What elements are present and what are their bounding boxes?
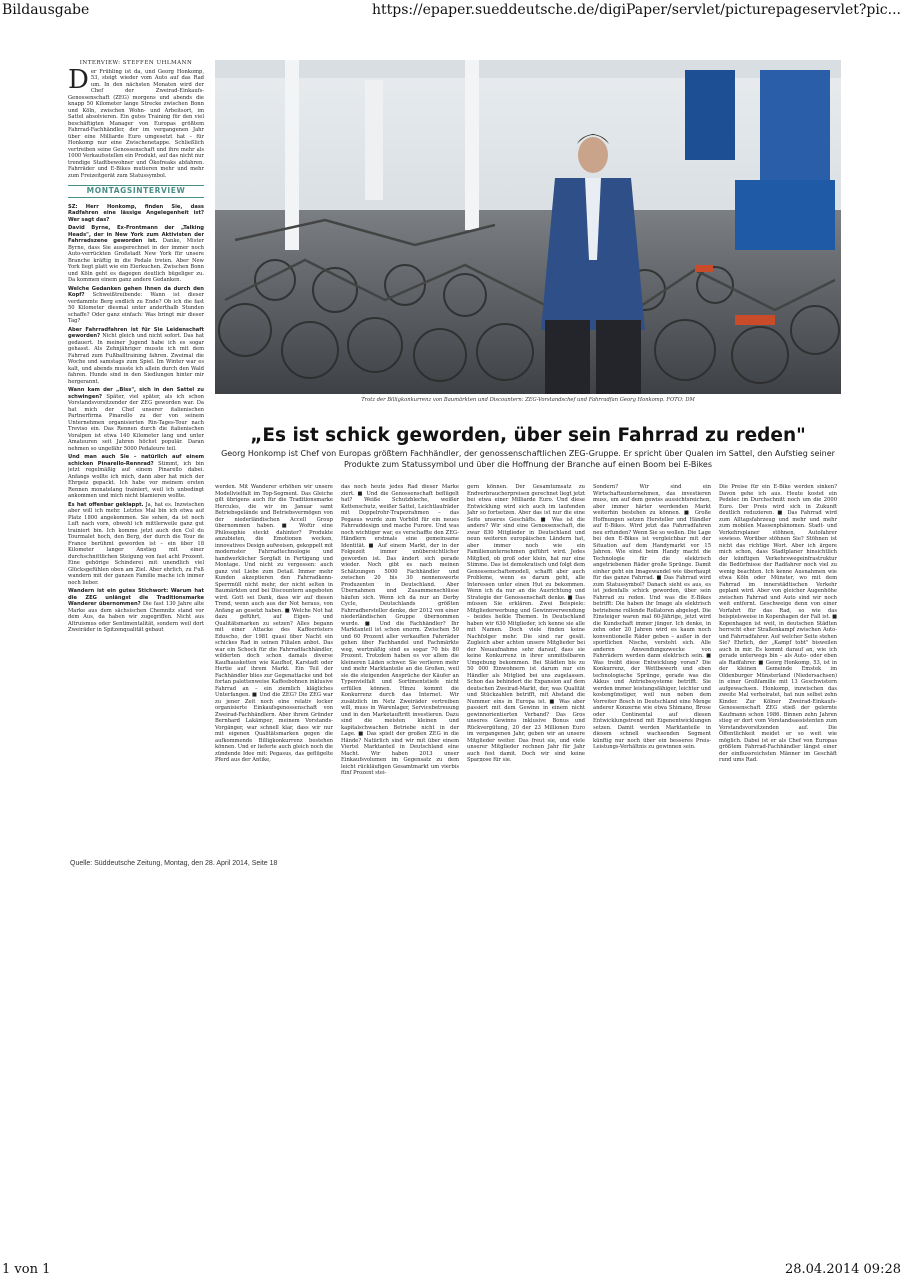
subline: Georg Honkomp ist Chef von Europas größtem Fachhändler, der genossenschaftlichen ZEG-Gruppe. Er spricht über Qualen im Sattel, den Aufstieg seiner Produkte zum Statussymbol und über die Hoffnung der Branche auf einen Boom bei E-Bikes [221,449,835,469]
section-tag: MONTAGSINTERVIEW [68,185,204,198]
answer: Die fast 130 Jahre alte Marke aus dem sächsischen Chemnitz stand vor dem Aus, da haben wir zugegriffen. Nicht aus Altruismus oder Sentimentalität, sondern weil dort Zweiräder in Spitzenqualität gebaut [68,601,204,633]
answer: Schweißtreibende: Wann ist dieser verdammte Berg endlich zu Ende? Ob ich die fast 50 Kilometer diesmal unter anderthalb Stunden schaffe? Oder ganz einfach: Was bringt mir dieser Tag? [68,292,204,324]
dropcap: D [68,64,89,95]
photo-caption-block [215,397,841,403]
photo-caption: Trotz der Billigkonkurrenz von Baumärkten und Discountern: ZEG-Vorstandschef und Fahrradfan Georg Honkomp. [361,397,665,403]
text-column-3: das noch heute jedes Rad dieser Marke ziert. ■ Und die Genossenschaft beflügelt hat? Weiße Schutzbleche, weißer Kettenschutz, weißer Sattel, Leichtlaufräder mit Doppelrohr-Trapezrahmen – das Pegasus wurde zum Vorbild für ein neues Fahrraddesign und mache Furore. Und was noch wichtiger war, es verschaffte den ZEG-Händlern erstmals eine gemeinsame Identität. ■ Auf einem Markt, der in der Folgezeit immer unübersichtlicher geworden ist. Das ändert sich gerade wieder. Noch gibt es nach meinen Schätzungen 5000 Fachhändler und zwischen 20 bis 30 nennenswerte Produzenten in Deutschland. Aber Übernahmen und Zusammenschlüsse häufen sich. Wenn ich da nur an Derby Cycle, Deutschlands größten Fahrradhersteller denke, der 2012 von einer niederländischen Gruppe übernommen wurde. ■ Und die Fachhändler? Ihr Marktanteil ist schon enorm. Zwischen 50 und 60 Prozent aller verkauften Fahrräder gehen über Fachhandel und Fachmärkte weg, wertmäßig sind es sogar 70 bis 80 Prozent. Trotzdem haben es vor allem die kleineren Läden schwer. Sie verlieren mehr und mehr Marktanteile an die Großen, weil sie die steigenden Ansprüche der Käufer an Typenvielfalt und Sortimentstiefe nicht erfüllen können. Hinzu kommt die Konkurrenz durch das Internet. Wir zusätzlich im Netz Zweiräder vertreiben will, muss in Warenlager, Servicebetreuung und in den Marketauftritt investieren. Dazu sind die meisten kleinen und kapitalschwachen Betriebe nicht in der Lage. ■ Das spielt der großen ZEG in die Hände? Natürlich sind wir mit über einem Viertel Marktanteil in Deutschland eine Macht. Wir haben 2013 unser Einkaufsvolumen im Gegensatz zu dem leicht rückläufigen Gesamtmarkt um vierbis fünf Prozent stei- [341,484,459,776]
question: Wandern ist ein gutes Stichwort: Warum hat die ZEG unlängst die Traditionsmarke Wanderer übernommen? [68,588,204,607]
question: Wann kam der „Biss", sich in den Sattel zu schwingen? [68,387,204,400]
browser-title: Bildausgabe [2,2,90,18]
question: Aber Fahrradfahren ist für Sie Leidenschaft geworden? [68,326,204,339]
qa-item [68,225,204,284]
intro-paragraph [68,64,204,180]
qa-list [68,204,204,634]
qa-item [68,286,204,325]
answer: Ja, hat es. Inzwischen aber will ich mehr. Letztes Mal bin ich etwa auf Platz 1800 angekommen. Sie sehen, da ist noch Luft nach vorn, obwohl ich mittlerweile ganz gut trainiert bin. Ich komme jetzt auch den Col du Tourmalet hoch, den Berg, der durch die Tour de France berühmt geworden ist – ein über 18 Kilometer langer Anstieg mit einer durchschnittlichen Steigung von fast acht Prozent. Eine gehörige Schinderei mit unendlich viel Glücksgefühlen oben am Ziel. Aber ehrlich, zu Fuß wandern mit der ganzen Familie mache ich immer noch lieber. [68,501,204,586]
qa-item [68,588,204,634]
article-photo [215,60,841,394]
answer: Später, viel später, als ich schon Vorstandsvorsitzender der ZEG geworden war. Da hat mich der Chef unserer italienischen Partnerfirma Pinarello zu der von seinem Unternehmen organisierten Rin-Tages-Tour nach Treviso ein. Das Rennen durch die italienischen Voralpen ist etwa 140 Kilometer lang und unter Amateuren seit Jahren höchst populär. Daran nehmen so ungefähr 5000 Pedaleure teil. [68,393,204,452]
qa-item [68,454,204,500]
page-indicator: 1 von 1 [2,1262,51,1277]
text-column-2: werden. Mit Wanderer erhöhen wir unsere Modellvielfalt im Top-Segment. Das Gleiche gilt übrigens auch für die Traditionsmarke Hercules, die wir im Januar samt Betriebsgelände und Betriebsvermögen von der niederländischen Accell Group übernommen haben. ■ Wofür eine Philosophie steckt dahinter? Produkte anzubieten, die Emotionen wecken, innovatives Design aufweisen, gekoppelt mit modernster Fahrradtechnologie und handwerklicher Sorgfalt in Fertigung und Montage. Und nicht zu vergessen: auch ganz viel Liebe zum Detail. Immer mehr Kunden akzeptieren den Fahrradkenn-Sperrmüll nicht mehr, der nicht selten in Baumärkten und bei Discountern angeboten wird. Gott sei Dank, dass wir auf diesen Trend, wenn auch aus der Not heraus, von Anfang an gesetzt haben. ■ Welche Not hat dazu geführt, auf Eigen- und Qualitätsmarken zu setzen? Alles begann mit einer Attacke des Kaffeerösters Eduscho, der 1981 quasi über Nacht ein schickes Rad in seinen Filialen anbot. Das war ein Schock für die Fahrradfachhändler, wilderten doch schon damals diverse Kaufhausketten wie Kaufhof, Karstadt oder Hertie auf ihrem Markt. Ein Teil der Fachhändler blies zur Gegenattacke und bot fortan palettenweise Kaffeebohnen inklusive Fahrrad an – ein ziemlich klägliches Unterfangen. ■ Und die ZEG? Die ZEG war zu jener Zeit noch eine relativ locker organisierte Einkaufsgenossenschaft von Zweirad-Fachhändlern. Aber ihrem Gründer Bernhard Lakämper, meinem Vorstands-Vorgänger, war schnell klar, dass wir nur mit eigenen Qualitätsmarken gegen die aufkommende Billigkonkurrenz bestehen können. Und er lieferte auch gleich noch die zündende Idee mit: Pegasus, das geflügelte Pferd aus der Antike, [215,484,333,763]
answer: Nicht gleich und nicht sofort. Das hat gedauert. In meiner Jugend habe ich es sogar gehasst. Als Zehnjähriger musste ich mit dem Fahrrad zum Fußballtraining fahren. Zweimal die Woche und samstags zum Spiel. Im Winter war es kalt, und abends musste ich allein durch den Wald fahren. Hunde sind in den Siedlungen hinter mir hergerannt. [68,333,204,385]
qa-item [68,204,204,224]
photo-credit: FOTO: DM [666,397,695,403]
question: SZ: Herr Honkomp, finden Sie, dass Radfahren eine lässige Angelegenheit ist? Wer sagt das? [68,203,204,223]
question: Es hat offenbar geklappt. [68,501,144,508]
source-line: Quelle: Süddeutsche Zeitung, Montag, den 28. April 2014, Seite 18 [70,860,278,867]
text-column-6: Die Preise für ein E-Bike werden sinken? Davon gehe ich aus. Heute kostet ein Pedelec im Durchschnitt noch um die 2000 Euro. Der Preis wird sich in Zukunft deutlich reduzieren. ■ Das Fahrrad wird zum Alltagsfahrzeug und mehr und mehr zum mobilen Massenphänomen. Stadt- und Verkehrsplaner stöhnen, Autofahrer sowieso. Worüber stöhnen Sie? Stöhnen ist nicht das richtige Wort. Aber ich ärgere mich schon, dass Stadtplaner hinsichtlich der künftigen Verkehrswegeinfrastruktur die Bedürfnisse der Radfahrer noch viel zu wenig beachten. Ich kenne Ausnahmen wie etwa Köln oder Münster, wo mit dem Fahrrad im innerstädtischen Verkehr geplant wird. Aber von gleicher Augenhöhe zwischen Fahrrad und Auto sind wir noch weit entfernt. Geschweige denn von einer Vorfahrt für das Rad, so wie das beispielsweise in Kopenhagen der Fall ist. ■ Kopenhagen ist weit, in deutschen Städten herrscht eher Straßenkampf zwischen Auto- und Fahrradfahrer. Auf welcher Seite stehen Sie? Ehrlich, der „Kampf tobt" bisweilen auch in mir. Es kommt darauf an, wie ich gerade unterwegs bin – als Auto- oder eben als Radfahrer. ■ Georg Honkomp, 53, ist in der kleinen Gemeinde Emstek im Oldenburger Münsterland (Niedersachsen) in einer Großfamilie mit 13 Geschwistern aufgewachsen. Honkomp, inzwischen das zweite Mal verheiratet, hat nun selbst zehn Kinder. Zur Kölner Zweirad-Einkaufs-Genossenschaft ZEG stieß der gelernte Kaufmann schon 1986. Binnen zehn Jahren stieg er dort vom Vorstandsassistenten zum Vorstandsvorsitzenden auf. Die Öffentlichkeit meidet er so weit wie möglich. Dabei ist er als Chef von Europas größtem Fahrrad-Fachhändler längst einer der einflussreichsten Männer im Geschäft rund ums Rad. [719,484,837,763]
headline: „Es ist schick geworden, über sein Fahrrad zu reden" [250,425,806,446]
question: Und man auch Sie – natürlich auf einem schicken Pinarello-Rennrad? [68,454,204,467]
question: David Byrne, Ex-Frontmann der „Talking Heads", der in New York zum Aktivisten der Fahrradszene geworden ist. [68,225,204,244]
qa-item [68,387,204,452]
newspaper-page [68,60,841,850]
question: Welche Gedanken gehen Ihnen da durch den Kopf? [68,285,204,298]
text-column-5: Sondern? Wir sind ein Wirtschaftsunternehmen, das investieren muss, um auf dem gewiss aussichtsreichen, aber immer härter werdenden Markt weiterhin bestehen zu können. ■ Große Hoffnungen setzen Hersteller und Händler auf E-Bikes. Wird jetzt das Fahrradfahren neu erfunden? Wenn Sie so wollen. Die Lage bei den E-Bikes ist vergleichbar mit der Situation auf dem Handymarkt vor 15 Jahren. Wie einst beim Handy macht die Technologie für die elektrisch angetriebenen Räder große Sprünge. Damit einher geht ein Imagewandel wie überhaupt für das ganze Fahrrad. ■ Das Fahrrad wird zum Statussymbol? Danach sieht es aus, es ist jedenfalls schick geworden, über sein Fahrrad zu reden. Und was die E-Bikes betrifft: Die haben ihr Image als elektrisch betriebene rollende Rollatoren abgelegt. Die Einsteiger waren mal 60-Jährige, jetzt wird die Kundschaft immer jünger. Ich denke, in zehn oder 20 Jahren wird es kaum noch konventionelle Räder geben – außer in der sportlichen Nische, versteht sich. Alle anderen Anwendungszwecke von Fahrrädern werden dann elektrisch sein. ■ Was treibt diese Entwicklung voran? Die Konkurrenz, der Wettbewerb und eben technologische Sprünge, gerade was die Akkus und Antriebssysteme betrifft. Sie werden immer leistungsfähiger, leichter und kostengünstiger, weil nun neben dem Vorreiter Bosch in Deutschland eine Menge anderer Konzerne wie etwa Shimano, Brose oder Continental auf diesen Entwicklungstrend mit Eigenentwicklungen setzen. Damit werden Marktanteile in diesem schnell wachsenden Segment künftig nur noch über ein besseres Preis-Leistungs-Verhältnis zu gewinnen sein. [593,484,711,750]
byline: INTERVIEW: STEFFEN UHLMANN [79,60,193,66]
intro-column [68,60,204,850]
qa-item [68,502,204,587]
intro-text: er Frühling ist da, und Georg Honkomp, 53, steigt wieder vom Auto auf das Rad um. In den nächsten Monaten wird der Chef der Zweirad-Einkaufs-Genossenschaft (ZEG) morgens und abends die knapp 50 Kilometer lange Strecke zwischen Bonn und Köln, zwischen Wohn- und Arbeitsort, im Sattel absolvieren. Ein gutes Training für den viel beschäftigten Manager von Europas größtem Fahrrad-Fachhändler, der im vergangenen Jahr über eine Milliarde Euro umgesetzt hat – für Honkomp nur eine Zwischenetappe. Schließlich vertreiben seine Genossenschaft und ihre mehr als 1000 Verkaufsstellen ein Produkt, auf das nicht nur trendige Stadtbewohner und Ökofreaks abfahren. Fahrräder und E-Bikes mutieren mehr und mehr zum Freizeitgerät zum Statussymbol. [68,68,204,179]
answer: Danke, Mister Byrne, dass Sie ausgerechnet in der immer noch Auto-verrückten Großstadt New York für unsere Branche kräftig in die Pedale treten. Aber New York liegt platt wie ein Eierkuchen. Zwischen Bonn und Köln geht es dagegen deutlich bügeliger zu. Da kommen einem ganz andere Gedanken. [68,238,204,283]
answer: Stimmt, ich bin jetzt regelmäßig auf einem Pinarello dabei. Anfangs wollte ich mich, dann aber hat mich der Ehrgeiz gepackt. Ich habe vor meinem ersten Rennen monatelang trainiert, weil ich unbedingt ankommen und mich nicht blamieren wollte. [68,460,204,499]
text-column-4: gern können. Der Gesamtumsatz zu Endverbraucherpreisen gerechnet liegt jetzt bei etwa einer Milliarde Euro. Und diese Entwicklung wird sich auch im laufenden Jahr so fortsetzen. Aber das ist nur die eine Seite unseres Geschäfts. ■ Was ist die andere? Wir sind eine Genossenschaft, die zwar 830 Mitglieder in Deutschland und neun weiteren europäischen Ländern hat, aber immer noch wie ein Familienunternehmen geführt wird. Jedes Mitglied, ob groß oder klein, hat nur eine Stimme. Das ist demokratisch und folgt dem Genossenschaftsmodell, schafft aber auch Probleme, wenn es darum geht, alle Interessen unter einen Hut zu bekommen. Wenn ich da nur an die Ausrichtung und Strategie der Genossenschaft denke. ■ Das müssen Sie erklären. Zwei Beispiele: Mitgliederwerbung und Gewinnverwendung – beides heikle Themen. In Deutschland haben wir 630 Mitglieder, ich kenne sie alle mit Namen. Doch viele finden keine Nachfolger mehr. Die sind rar gesät. Zugleich aber achten unsere Mitglieder bei der Neuaufnahme sehr darauf, dass sie keine Konkurrenz in ihrer unmittelbaren Umgebung bekommen. Bei Städten bis zu 50 000 Einwohnern ist darum nur ein Händler als Mitglied bei uns zugelassen. Schon das behindert die Expansion auf dem deutschen Zweirad-Markt, der, was Qualität und Stückzahlen betrifft, mit Abstand die Nummer eins in Europa ist. ■ Was aber passiert mit dem Gewinn in einem nicht gewinnorientierten Verband? Das Gros unseres Gewinns inklusive Bonus und Rückvergütung, 20 der 23 Millionen Euro im vergangenen Jahr, geben wir an unsere Mitglieder weiter. Das freut sie, und viele unserer Mitglieder rechnen Jahr für Jahr auch fest damit. Doch wir sind keine Sparдose für sie. [467,484,585,763]
timestamp: 28.04.2014 09:28 [784,1262,901,1277]
qa-item [68,327,204,386]
page-url[interactable]: https://epaper.sueddeutsche.de/digiPaper/servlet/picturepageservlet?pic... [372,2,901,18]
